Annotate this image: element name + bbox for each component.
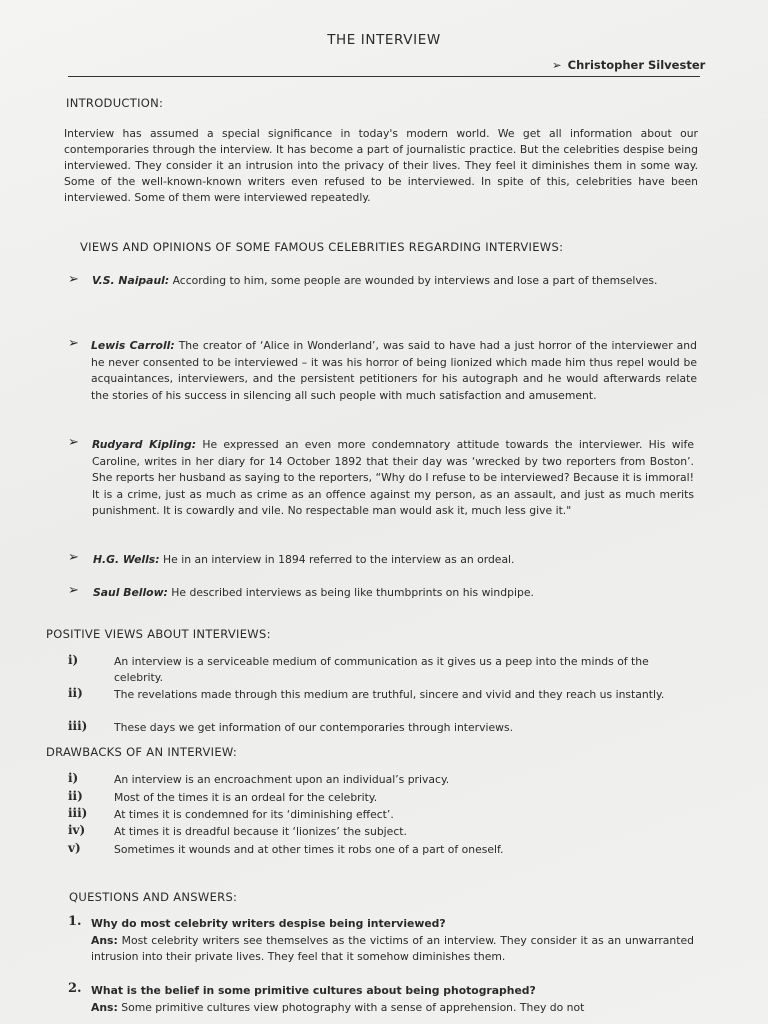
intro-heading: INTRODUCTION: (66, 96, 164, 110)
celebrity-name: Lewis Carroll: (91, 339, 175, 352)
list-number: i) (68, 771, 79, 785)
arrow-bullet-icon: ➢ (552, 58, 562, 72)
question-number: 2. (68, 981, 82, 996)
list-number: iii) (68, 719, 88, 733)
positive-views-heading: POSITIVE VIEWS ABOUT INTERVIEWS: (46, 627, 271, 641)
celebrity-view-text: The creator of ‘Alice in Wonderland’, was said to have had a just horror of the interviewer and he never consented to be interviewed – it was his horror of being lionized which made him thus repel would be acquaintances, interviewers, and the persistent petitioners for his autograph and he would afterwards relate the stories of his success in silencing all such people with much satisfaction and amusement. (91, 339, 697, 402)
views-heading: VIEWS AND OPINIONS OF SOME FAMOUS CELEBRITIES REGARDING INTERVIEWS: (80, 240, 564, 254)
intro-paragraph: Interview has assumed a special significance in today's modern world. We get all information about our contemporaries through the interview. It has become a part of journalistic practice. But the celebrities despise being interviewed. They consider it an intrusion into the privacy of their lives. They feel it diminishes them in some way. Some of the well-known-known writers even refused to be interviewed. In spite of this, celebrities have been interviewed. Some of them were interviewed repeatedly. (64, 127, 698, 204)
drawback-item: An interview is an encroachment upon an individual’s privacy. (114, 773, 450, 786)
list-number: i) (68, 653, 79, 667)
question-text: What is the belief in some primitive cultures about being photographed? (91, 984, 536, 997)
celebrity-name: V.S. Naipaul: (92, 274, 170, 287)
celebrity-view-text: He in an interview in 1894 referred to the interview as an ordeal. (159, 553, 515, 566)
answer-paragraph (91, 933, 694, 965)
answer-label: Ans: (91, 934, 118, 947)
positive-view-item: An interview is a serviceable medium of communication as it gives us a peep into the minds of the celebrity. (114, 655, 649, 684)
list-number: ii) (68, 686, 83, 700)
document-title: THE INTERVIEW (327, 32, 441, 48)
list-number: ii) (68, 789, 83, 803)
drawback-item: At times it is dreadful because it ‘lionizes’ the subject. (114, 825, 407, 838)
celebrity-view-kipling (92, 437, 694, 520)
celebrity-view-wells (93, 552, 693, 569)
drawbacks-heading: DRAWBACKS OF AN INTERVIEW: (46, 745, 238, 759)
celebrity-name: Rudyard Kipling: (92, 438, 197, 451)
qa-heading: QUESTIONS AND ANSWERS: (69, 890, 238, 904)
drawback-item: Sometimes it wounds and at other times it robs one of a part of oneself. (114, 843, 504, 856)
drawback-item: Most of the times it is an ordeal for the celebrity. (114, 791, 378, 804)
answer-paragraph (91, 1000, 694, 1016)
positive-view-item: These days we get information of our contemporaries through interviews. (114, 721, 514, 734)
celebrity-name: Saul Bellow: (93, 586, 168, 599)
answer-text: Most celebrity writers see themselves as the victims of an interview. They consider it as an unwarranted intrusion into their private lives. They feel that it somehow diminishes them. (91, 934, 694, 963)
positive-view-item: The revelations made through this medium are truthful, sincere and vivid and they reach us instantly. (114, 688, 665, 701)
arrow-bullet-icon: ➢ (68, 550, 79, 565)
question-text: Why do most celebrity writers despise being interviewed? (91, 917, 446, 930)
arrow-bullet-icon: ➢ (68, 583, 79, 598)
answer-label: Ans: (91, 1001, 118, 1014)
question-number: 1. (68, 914, 82, 929)
celebrity-view-text: He described interviews as being like thumbprints on his windpipe. (167, 586, 534, 599)
celebrity-view-text: He expressed an even more condemnatory attitude towards the interviewer. His wife Caroline, writes in her diary for 14 October 1892 that their day was ‘wrecked by two reporters from Boston’. She reports her husband as saying to the reporters, “Why do I refuse to be interviewed? Because it is immoral! It is a crime, just as much as crime as an offence against my person, as an assault, and just as much merits punishment. It is cowardly and vile. No respectable man would ask it, much less give it." (92, 438, 694, 517)
answer-text: Some primitive cultures view photography with a sense of apprehension. They do not (117, 1001, 585, 1014)
celebrity-view-carroll (91, 338, 697, 404)
arrow-bullet-icon: ➢ (68, 435, 79, 450)
celebrity-view-text: According to him, some people are wounded by interviews and lose a part of themselves. (169, 274, 658, 287)
arrow-bullet-icon: ➢ (68, 336, 79, 351)
list-number: v) (68, 841, 81, 855)
title-divider (68, 76, 700, 77)
celebrity-name: H.G. Wells: (93, 553, 160, 566)
author-name: Christopher Silvester (567, 58, 706, 72)
author-line (552, 58, 705, 72)
drawback-item: At times it is condemned for its ‘diminishing effect’. (114, 808, 394, 821)
celebrity-view-bellow (93, 585, 693, 602)
celebrity-view-naipaul (92, 273, 682, 290)
arrow-bullet-icon: ➢ (68, 272, 79, 287)
list-number: iv) (68, 823, 86, 837)
list-number: iii) (68, 806, 88, 820)
